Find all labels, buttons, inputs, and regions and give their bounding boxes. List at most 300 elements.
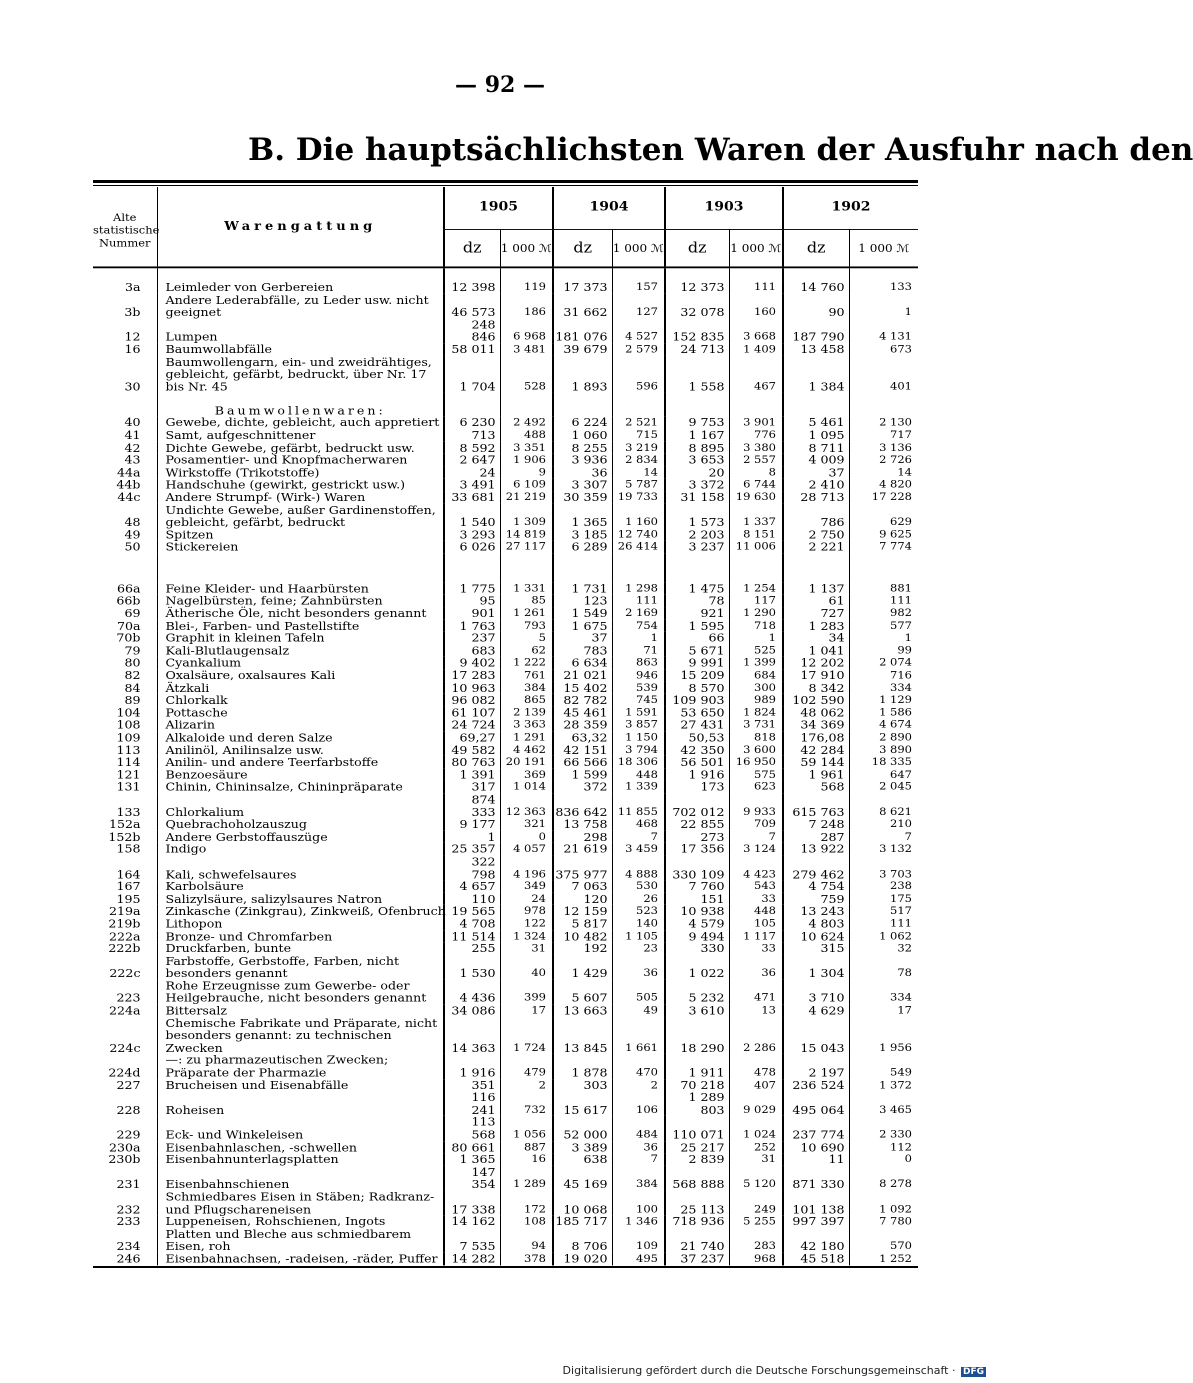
cell-value-1000m: 539 (636, 680, 658, 694)
cell-quantity-dz: 6 224 (553, 417, 612, 429)
cell-quantity-dz: 13 845 (553, 1017, 612, 1054)
export-table (93, 187, 918, 1265)
row-nummer: 80 (93, 657, 157, 669)
table-row (93, 942, 918, 954)
cell-quantity-dz: 45 461 (553, 706, 612, 718)
row-warengattung: Schmiedbares Eisen in Stäben; Radkranz- und Pflugschareneisen (157, 1191, 444, 1216)
cell-quantity-dz: 4 708 (444, 917, 500, 929)
dfg-logo: DFG (962, 1367, 984, 1377)
cell-value-1000m: 4 196 (513, 866, 546, 880)
cell-quantity-dz: 18 290 (665, 1017, 729, 1054)
header-dz: dz (665, 229, 729, 267)
row-nummer: 219b (93, 917, 157, 929)
cell-quantity-dz: 42 180 (783, 1228, 849, 1253)
row-nummer: 152b (93, 831, 157, 843)
cell-value-1000m: 349 (524, 879, 546, 893)
cell-quantity-dz: 25 217 (665, 1141, 729, 1153)
row-warengattung: Graphit in kleinen Tafeln (157, 632, 444, 644)
cell-value-1000m: 399 (524, 990, 546, 1004)
cell-quantity-dz: 42 284 (783, 744, 849, 756)
cell-value-1000m: 19 733 (617, 490, 658, 503)
cell-value-1000m: 49 (643, 1003, 658, 1017)
cell-value-1000m: 33 (761, 891, 776, 905)
cell-value-1000m: 11 006 (735, 539, 776, 553)
cell-value-1000m: 4 527 (625, 329, 658, 343)
cell-value-1000m: 108 (524, 1214, 546, 1228)
row-nummer: 42 (93, 441, 157, 453)
cell-quantity-dz: 63,32 (553, 731, 612, 743)
cell-quantity-dz: 37 237 (665, 1253, 729, 1265)
row-nummer: 66a (93, 582, 157, 594)
cell-value-1000m: 1 298 (625, 581, 658, 595)
cell-quantity-dz: 31 158 (665, 491, 729, 503)
row-nummer: 70b (93, 632, 157, 644)
cell-value-1000m: 33 (761, 941, 776, 955)
cell-value-1000m: 31 (761, 1152, 776, 1166)
table-row (93, 843, 918, 855)
cell-value-1000m: 8 278 (879, 1177, 912, 1190)
cell-quantity-dz: 110 071 (665, 1116, 729, 1141)
cell-value-1000m: 1 399 (743, 655, 776, 669)
cell-quantity-dz: 1 137 (783, 582, 849, 594)
cell-quantity-dz: 185 717 (553, 1215, 612, 1227)
cell-quantity-dz: 351 (444, 1079, 500, 1091)
row-nummer: 133 (93, 793, 157, 818)
cell-value-1000m: 105 (754, 916, 776, 930)
row-nummer: 89 (93, 694, 157, 706)
row-warengattung: Undichte Gewebe, außer Gardinenstoffen, gebleicht, gefärbt, bedruckt (157, 503, 444, 528)
cell-quantity-dz: 495 064 (783, 1091, 849, 1116)
cell-quantity-dz: 28 359 (553, 719, 612, 731)
cell-quantity-dz: 24 713 (665, 343, 729, 355)
row-nummer: 230a (93, 1141, 157, 1153)
cell-quantity-dz: 1 916 (444, 1054, 500, 1079)
bottom-rule (93, 1266, 918, 1268)
row-warengattung: Indigo (157, 843, 444, 855)
table-row (93, 503, 918, 528)
cell-value-1000m: 3 731 (743, 717, 776, 731)
top-rule-thin (93, 185, 918, 186)
cell-quantity-dz: 109 903 (665, 694, 729, 706)
cell-value-1000m: 17 228 (871, 490, 912, 503)
cell-value-1000m: 160 (754, 304, 776, 318)
cell-value-1000m: 12 740 (617, 527, 658, 541)
row-warengattung: Rohe Erzeugnisse zum Gewerbe- oder Heilgebrauche, nicht besonders genannt (157, 979, 444, 1004)
cell-quantity-dz: 25 113 (665, 1191, 729, 1216)
cell-value-1000m: 85 (531, 593, 546, 607)
cell-value-1000m: 111 (890, 593, 912, 607)
cell-quantity-dz: 568 (783, 781, 849, 793)
table-row (93, 293, 918, 318)
cell-quantity-dz: 22 855 (665, 818, 729, 830)
row-warengattung: Benzoesäure (157, 768, 444, 780)
cell-quantity-dz: 1 549 (553, 607, 612, 619)
cell-quantity-dz: 11 514 (444, 930, 500, 942)
cell-quantity-dz: 330 (665, 942, 729, 954)
cell-value-1000m: 2 (650, 1077, 658, 1091)
cell-quantity-dz: 42 350 (665, 744, 729, 756)
table-row (93, 1017, 918, 1054)
cell-value-1000m: 7 (650, 829, 658, 843)
cell-quantity-dz: 718 936 (665, 1215, 729, 1227)
cell-quantity-dz: 638 (553, 1153, 612, 1165)
cell-value-1000m: 1 (904, 631, 912, 644)
row-nummer: 131 (93, 781, 157, 793)
cell-value-1000m: 157 (636, 280, 658, 293)
row-nummer: 50 (93, 541, 157, 553)
cell-value-1000m: 5 120 (743, 1177, 776, 1190)
cell-quantity-dz: 17 373 (553, 281, 612, 293)
table-row (93, 880, 918, 892)
cell-value-1000m: 3 351 (513, 440, 546, 454)
cell-quantity-dz: 13 758 (553, 818, 612, 830)
cell-quantity-dz: 7 063 (553, 880, 612, 892)
row-warengattung: Andere Strumpf- (Wirk-) Waren (157, 491, 444, 503)
cell-quantity-dz: 1 304 (783, 955, 849, 980)
cell-value-1000m: 517 (890, 904, 912, 917)
cell-quantity-dz: 1 731 (553, 582, 612, 594)
cell-quantity-dz: 1 704 (444, 356, 500, 393)
cell-quantity-dz: 8 895 (665, 441, 729, 453)
row-warengattung: Posamentier- und Knopfmacherwaren (157, 454, 444, 466)
cell-quantity-dz: 33 681 (444, 491, 500, 503)
cell-value-1000m: 175 (890, 891, 912, 905)
table-row (93, 979, 918, 1004)
cell-quantity-dz: 237 774 (783, 1116, 849, 1141)
row-warengattung: Druckfarben, bunte (157, 942, 444, 954)
cell-value-1000m: 238 (890, 879, 912, 893)
cell-quantity-dz: 9 177 (444, 818, 500, 830)
row-warengattung: Alizarin (157, 719, 444, 731)
cell-value-1000m: 2 130 (879, 415, 912, 429)
cell-value-1000m: 881 (890, 581, 912, 595)
cell-value-1000m: 62 (531, 643, 546, 657)
cell-value-1000m: 111 (890, 916, 912, 930)
footer-credit: Digitalisierung gefördert durch die Deutsche Forschungsgemeinschaft · DFG (562, 1364, 984, 1377)
cell-value-1000m: 1 906 (513, 452, 546, 466)
cell-value-1000m: 1 591 (625, 705, 658, 719)
cell-quantity-dz: 759 (783, 893, 849, 905)
cell-value-1000m: 1 661 (625, 1040, 658, 1054)
cell-value-1000m: 718 (754, 618, 776, 632)
cell-value-1000m: 117 (754, 593, 776, 607)
row-nummer: 234 (93, 1228, 157, 1253)
header-nummer: Alte statistische Nummer (93, 187, 157, 267)
cell-quantity-dz: 1 391 (444, 768, 500, 780)
cell-quantity-dz: 2 839 (665, 1153, 729, 1165)
cell-value-1000m: 3 794 (625, 742, 658, 756)
cell-quantity-dz: 1 916 (665, 768, 729, 780)
cell-value-1000m: 470 (636, 1065, 658, 1079)
cell-value-1000m: 989 (754, 693, 776, 706)
cell-quantity-dz: 4 009 (783, 454, 849, 466)
cell-value-1000m: 94 (531, 1239, 546, 1253)
cell-value-1000m: 18 306 (617, 755, 658, 768)
cell-value-1000m: 249 (754, 1202, 776, 1215)
cell-value-1000m: 8 151 (743, 527, 776, 541)
cell-value-1000m: 1 309 (513, 514, 546, 528)
cell-value-1000m: 717 (890, 428, 912, 441)
cell-quantity-dz: 4 657 (444, 880, 500, 892)
cell-value-1000m: 12 363 (505, 804, 546, 818)
cell-value-1000m: 109 (636, 1239, 658, 1253)
row-nummer: 82 (93, 669, 157, 681)
cell-quantity-dz: 66 (665, 632, 729, 644)
cell-quantity-dz: 45 518 (783, 1253, 849, 1265)
cell-value-1000m: 127 (636, 304, 658, 318)
cell-value-1000m: 3 465 (879, 1102, 912, 1116)
cell-quantity-dz: 17 283 (444, 669, 500, 681)
cell-quantity-dz: 6 230 (444, 417, 500, 429)
row-warengattung: Luppeneisen, Rohschienen, Ingots (157, 1215, 444, 1227)
cell-quantity-dz: 1 530 (444, 955, 500, 980)
cell-quantity-dz: 13 922 (783, 843, 849, 855)
cell-value-1000m: 172 (524, 1202, 546, 1215)
cell-quantity-dz: 96 082 (444, 694, 500, 706)
cell-value-1000m: 106 (636, 1102, 658, 1116)
cell-quantity-dz: 15 617 (553, 1091, 612, 1116)
header-value-unit: 1 000 ℳ (729, 229, 783, 267)
cell-value-1000m: 478 (754, 1065, 776, 1079)
cell-quantity-dz: 19 020 (553, 1253, 612, 1265)
table-row (93, 318, 918, 343)
cell-quantity-dz: 123 (553, 595, 612, 607)
cell-value-1000m: 2 330 (879, 1127, 912, 1141)
row-warengattung: Blei-, Farben- und Pastellstifte (157, 620, 444, 632)
row-warengattung: Feine Kleider- und Haarbürsten (157, 582, 444, 594)
row-nummer: 69 (93, 607, 157, 619)
cell-value-1000m: 3 459 (625, 842, 658, 855)
cell-quantity-dz: 6 289 (553, 541, 612, 553)
cell-value-1000m: 865 (524, 693, 546, 706)
cell-value-1000m: 3 481 (513, 342, 546, 355)
cell-value-1000m: 745 (636, 693, 658, 706)
row-nummer: 222b (93, 942, 157, 954)
table-row (93, 1153, 918, 1165)
row-nummer: 30 (93, 356, 157, 393)
cell-quantity-dz: 17 338 (444, 1191, 500, 1216)
cell-quantity-dz: 10 690 (783, 1141, 849, 1153)
cell-quantity-dz: 8 255 (553, 441, 612, 453)
cell-quantity-dz: 317 (444, 781, 500, 793)
cell-value-1000m: 23 (643, 941, 658, 955)
table-row (93, 694, 918, 706)
row-warengattung: Salizylsäure, salizylsaures Natron (157, 893, 444, 905)
cell-value-1000m: 968 (754, 1251, 776, 1265)
cell-value-1000m: 210 (890, 817, 912, 830)
cell-quantity-dz: 1 540 (444, 503, 500, 528)
row-nummer: 114 (93, 756, 157, 768)
cell-quantity-dz: 14 363 (444, 1017, 500, 1054)
cell-quantity-dz: 12 159 (553, 905, 612, 917)
table-row (93, 1191, 918, 1216)
row-warengattung: Farbstoffe, Gerbstoffe, Farben, nicht besonders genannt (157, 955, 444, 980)
cell-quantity-dz: 702 012 (665, 793, 729, 818)
cell-value-1000m: 1 062 (879, 928, 912, 942)
cell-quantity-dz: 34 (783, 632, 849, 644)
row-warengattung: Gewebe, dichte, gebleicht, auch appretiert (157, 417, 444, 429)
row-nummer: 113 (93, 744, 157, 756)
cell-quantity-dz: 116 241 (444, 1091, 500, 1116)
cell-quantity-dz: 102 590 (783, 694, 849, 706)
cell-quantity-dz: 28 713 (783, 491, 849, 503)
cell-value-1000m: 13 (761, 1003, 776, 1017)
cell-value-1000m: 2 557 (743, 452, 776, 466)
row-nummer: 79 (93, 644, 157, 656)
cell-quantity-dz: 61 107 (444, 706, 500, 718)
table-body (93, 267, 918, 1265)
cell-value-1000m: 1 014 (513, 779, 546, 793)
cell-value-1000m: 2 139 (513, 705, 546, 719)
row-nummer: 48 (93, 503, 157, 528)
cell-value-1000m: 732 (524, 1102, 546, 1116)
cell-value-1000m: 14 (897, 465, 912, 479)
row-warengattung: Alkaloide und deren Salze (157, 731, 444, 743)
cell-value-1000m: 7 (768, 829, 776, 843)
row-nummer: 164 (93, 855, 157, 880)
table-row (93, 756, 918, 768)
cell-quantity-dz: 901 (444, 607, 500, 619)
cell-quantity-dz: 25 357 (444, 843, 500, 855)
row-nummer: 229 (93, 1116, 157, 1141)
cell-value-1000m: 252 (754, 1139, 776, 1153)
cell-value-1000m: 3 380 (743, 440, 776, 454)
cell-quantity-dz: 836 642 (553, 793, 612, 818)
table-row (93, 491, 918, 503)
cell-quantity-dz: 15 402 (553, 682, 612, 694)
row-nummer: 121 (93, 768, 157, 780)
cell-value-1000m: 1 824 (743, 705, 776, 719)
cell-quantity-dz: 21 740 (665, 1228, 729, 1253)
cell-value-1000m: 283 (754, 1239, 776, 1253)
cell-quantity-dz: 78 (665, 595, 729, 607)
cell-value-1000m: 3 219 (625, 440, 658, 454)
cell-quantity-dz: 8 711 (783, 441, 849, 453)
row-warengattung: Chlorkalium (157, 793, 444, 818)
cell-value-1000m: 1 331 (513, 581, 546, 595)
row-nummer: 167 (93, 880, 157, 892)
cell-value-1000m: 21 219 (505, 490, 546, 503)
cell-quantity-dz: 32 078 (665, 293, 729, 318)
cell-quantity-dz: 375 977 (553, 855, 612, 880)
table-row (93, 454, 918, 466)
cell-value-1000m: 754 (636, 618, 658, 632)
cell-value-1000m: 715 (636, 428, 658, 441)
header-dz: dz (444, 229, 500, 267)
cell-quantity-dz: 713 (444, 429, 500, 441)
cell-value-1000m: 1 024 (743, 1127, 776, 1141)
cell-value-1000m: 36 (643, 1139, 658, 1153)
cell-quantity-dz: 46 573 (444, 293, 500, 318)
cell-value-1000m: 1 956 (879, 1040, 912, 1054)
row-warengattung: Stickereien (157, 541, 444, 553)
cell-quantity-dz: 1 289 803 (665, 1091, 729, 1116)
cell-quantity-dz: 9 494 (665, 930, 729, 942)
cell-quantity-dz: 1 911 (665, 1054, 729, 1079)
cell-quantity-dz: 13 663 (553, 1004, 612, 1016)
cell-quantity-dz: 10 963 (444, 682, 500, 694)
cell-quantity-dz: 173 (665, 781, 729, 793)
cell-quantity-dz: 279 462 (783, 855, 849, 880)
cell-value-1000m: 3 136 (879, 440, 912, 454)
cell-quantity-dz: 1 283 (783, 620, 849, 632)
table-row (93, 632, 918, 644)
cell-value-1000m: 1 261 (513, 606, 546, 619)
cell-value-1000m: 629 (890, 514, 912, 528)
cell-quantity-dz: 14 760 (783, 281, 849, 293)
page-number: — 92 — (455, 72, 545, 98)
table-row (93, 1215, 918, 1227)
header-year: 1903 (665, 187, 783, 229)
cell-value-1000m: 530 (636, 879, 658, 893)
cell-value-1000m: 528 (524, 379, 546, 393)
cell-quantity-dz: 181 076 (553, 318, 612, 343)
cell-quantity-dz: 1 558 (665, 356, 729, 393)
cell-value-1000m: 111 (636, 593, 658, 607)
cell-quantity-dz: 315 (783, 942, 849, 954)
cell-quantity-dz: 90 (783, 293, 849, 318)
row-warengattung: —: zu pharmazeutischen Zwecken; Präparate der Pharmazie (157, 1054, 444, 1079)
cell-quantity-dz: 15 043 (783, 1017, 849, 1054)
table-row (93, 905, 918, 917)
cell-value-1000m: 4 057 (513, 842, 546, 855)
cell-quantity-dz: 8 706 (553, 1228, 612, 1253)
row-warengattung: Pottasche (157, 706, 444, 718)
row-warengattung: Leimleder von Gerbereien (157, 281, 444, 293)
row-nummer: 44c (93, 491, 157, 503)
cell-quantity-dz: 45 169 (553, 1166, 612, 1191)
table-row (93, 781, 918, 793)
cell-quantity-dz: 10 624 (783, 930, 849, 942)
cell-value-1000m: 1 337 (743, 514, 776, 528)
cell-value-1000m: 40 (531, 966, 546, 979)
row-nummer: 66b (93, 595, 157, 607)
cell-quantity-dz: 871 330 (783, 1166, 849, 1191)
cell-quantity-dz: 3 710 (783, 979, 849, 1004)
cell-value-1000m: 1 372 (879, 1077, 912, 1091)
table-row (93, 818, 918, 830)
cell-quantity-dz: 52 000 (553, 1116, 612, 1141)
cell-value-1000m: 1 290 (743, 606, 776, 619)
cell-value-1000m: 26 (643, 891, 658, 905)
cell-quantity-dz: 17 910 (783, 669, 849, 681)
table-row (93, 831, 918, 843)
cell-quantity-dz: 53 650 (665, 706, 729, 718)
row-warengattung: Kali, schwefelsaures (157, 855, 444, 880)
cell-quantity-dz: 1 475 (665, 582, 729, 594)
cell-value-1000m: 577 (890, 618, 912, 632)
table-row (93, 1166, 918, 1191)
cell-value-1000m: 16 (531, 1152, 546, 1166)
row-nummer: 195 (93, 893, 157, 905)
cell-quantity-dz: 5 607 (553, 979, 612, 1004)
cell-value-1000m: 119 (524, 280, 546, 293)
cell-value-1000m: 133 (890, 280, 912, 293)
cell-value-1000m: 11 855 (617, 804, 658, 818)
cell-value-1000m: 1 339 (625, 779, 658, 793)
cell-quantity-dz: 5 671 (665, 644, 729, 656)
table-row (93, 731, 918, 743)
cell-value-1000m: 471 (754, 990, 776, 1004)
cell-quantity-dz: 1 961 (783, 768, 849, 780)
cell-value-1000m: 978 (524, 904, 546, 917)
cell-value-1000m: 2 169 (625, 606, 658, 619)
cell-value-1000m: 523 (636, 904, 658, 917)
cell-quantity-dz: 4 579 (665, 917, 729, 929)
cell-quantity-dz: 4 436 (444, 979, 500, 1004)
table-row (93, 793, 918, 818)
cell-quantity-dz: 7 760 (665, 880, 729, 892)
